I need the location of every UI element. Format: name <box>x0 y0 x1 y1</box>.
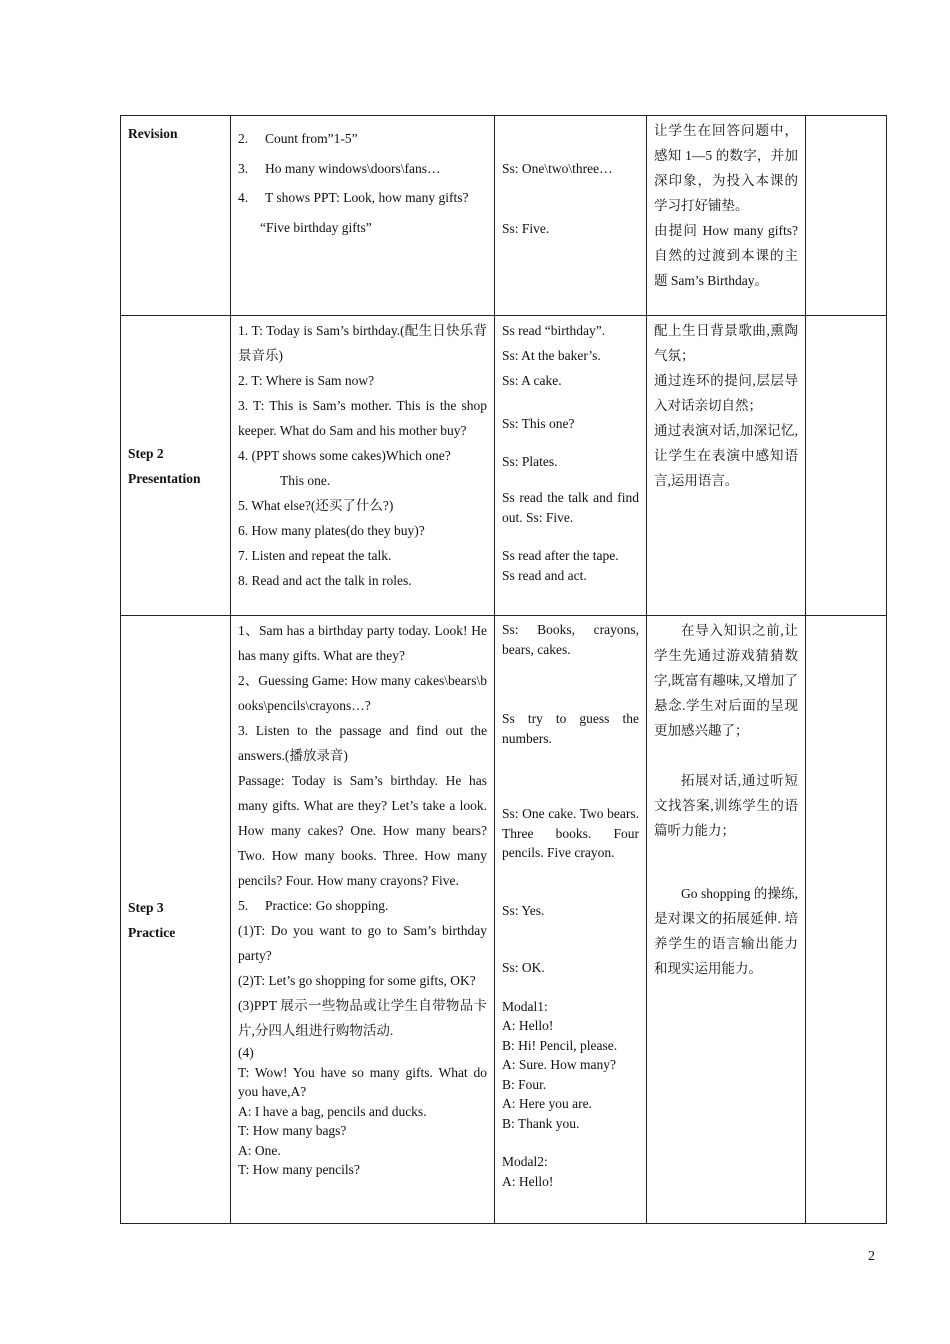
purpose-note: 配上生日背景歌曲,熏陶气氛； <box>654 323 798 363</box>
student-response: A: Here you are. <box>502 1096 592 1111</box>
presentation-notes-cell <box>806 316 887 616</box>
student-response: Ss read and act. <box>502 567 587 583</box>
stage-label-practice: Practice <box>128 924 176 940</box>
revision-teacher-cell <box>231 116 495 316</box>
page-number: 2 <box>868 1249 875 1264</box>
practice-teacher-cell <box>231 616 495 1224</box>
student-response: Ss: Books, crayons, bears, cakes. <box>502 622 639 657</box>
student-response: Ss: At the baker’s. <box>502 348 601 363</box>
revision-purpose-cell <box>647 116 806 316</box>
practice-purpose-cell <box>647 616 806 1224</box>
teacher-activity: 2. T: Where is Sam now? <box>238 373 375 388</box>
stage-label-step2: Step 2 <box>128 445 164 461</box>
teacher-activity: 1. T: Today is Sam’s birthday.(配生日快乐背景音乐) <box>238 323 487 363</box>
revision-students-cell <box>495 116 647 316</box>
student-response: B: Thank you. <box>502 1115 580 1131</box>
lesson-plan-table <box>120 115 887 1224</box>
student-response: Ss try to guess the numbers. <box>502 711 639 746</box>
student-response: Ss: One cake. Two bears. Three books. Four pencils. Five crayon. <box>502 806 639 860</box>
student-response: Ss read the talk and find out. Ss: Five. <box>502 490 639 525</box>
student-response: Ss read “birthday”. <box>502 323 606 338</box>
teacher-activity: T: Wow! You have so many gifts. What do you have,A? <box>238 1064 487 1099</box>
practice-row <box>121 616 887 1224</box>
teacher-activity: 4. (PPT shows some cakes)Which one? <box>238 448 451 463</box>
teacher-activity: 4. T shows PPT: Look, how many gifts? <box>238 190 469 205</box>
purpose-note: 由提问 How many gifts? 自然的过渡到本课的主题 Sam’s Birthday。 <box>654 223 798 288</box>
student-response: Ss: Yes. <box>502 902 545 918</box>
revision-stage-cell <box>121 116 231 316</box>
purpose-note: Go shopping 的操练,是对课文的拓展延伸. 培养学生的语言输出能力和现实运用能力。 <box>654 886 798 976</box>
teacher-activity: (4) <box>238 1045 254 1060</box>
teacher-activity: A: One. <box>238 1142 281 1158</box>
teacher-activity: A: I have a bag, pencils and ducks. <box>238 1103 427 1119</box>
teacher-activity: 7. Listen and repeat the talk. <box>238 548 392 563</box>
revision-notes-cell <box>806 116 887 316</box>
student-response: A: Hello! <box>502 1018 554 1033</box>
student-response: Ss read after the tape. <box>502 548 619 563</box>
student-response: Ss: One\two\three… <box>502 161 613 176</box>
presentation-row <box>121 316 887 616</box>
stage-label-step3: Step 3 <box>128 899 164 915</box>
student-response: Ss: A cake. <box>502 373 562 388</box>
purpose-note: 在导入知识之前,让学生先通过游戏猜猜数字,既富有趣味,又增加了悬念.学生对后面的呈现更加感兴趣了； <box>654 623 798 738</box>
teacher-activity: 3. Listen to the passage and find out the answers.(播放录音) <box>238 723 487 763</box>
student-response: Ss: This one? <box>502 416 575 431</box>
student-response: B: Hi! Pencil, please. <box>502 1037 618 1053</box>
student-response: Ss: OK. <box>502 960 545 975</box>
purpose-note: 通过连环的提问,层层导入对话亲切自然； <box>654 373 798 413</box>
purpose-note: 让学生在回答问题中，感知 1—5 的数字，并加深印象，为投入本课的学习打好铺垫。 <box>654 123 798 213</box>
presentation-purpose-cell <box>647 316 806 616</box>
teacher-activity: 8. Read and act the talk in roles. <box>238 573 412 588</box>
teacher-activity: “Five birthday gifts” <box>260 219 372 235</box>
practice-stage-cell <box>121 616 231 1224</box>
presentation-stage-cell <box>121 316 231 616</box>
student-response: Modal2: <box>502 1154 548 1169</box>
practice-students-cell <box>495 616 647 1224</box>
student-response: Modal1: <box>502 998 548 1014</box>
teacher-activity: 5. What else?(还买了什么?) <box>238 498 394 513</box>
stage-label-revision: Revision <box>128 126 178 141</box>
purpose-note: 拓展对话,通过听短文找答案,训练学生的语篇听力能力； <box>654 773 798 838</box>
teacher-activity: This one. <box>280 473 331 488</box>
revision-row <box>121 116 887 316</box>
teacher-activity: 3. T: This is Sam’s mother. This is the shop keeper. What do Sam and his mother buy? <box>238 398 487 438</box>
student-response: Ss: Five. <box>502 220 550 236</box>
stage-label-presentation: Presentation <box>128 470 201 486</box>
teacher-activity: T: How many pencils? <box>238 1162 360 1177</box>
student-response: A: Hello! <box>502 1173 554 1189</box>
teacher-activity: 1、Sam has a birthday party today. Look! He has many gifts. What are they? <box>238 623 487 663</box>
teacher-activity: 3. Ho many windows\doors\fans… <box>238 160 441 176</box>
purpose-note: 通过表演对话,加深记忆,让学生在表演中感知语言,运用语言。 <box>654 423 798 488</box>
teacher-activity: 2. Count from”1-5” <box>238 131 358 146</box>
teacher-activity: Passage: Today is Sam’s birthday. He has many gifts. What are they? Let’s take a look. How many cakes? One. How many bears? Two. How many books. Three. How many pencils? Four. How many crayons? Five. <box>238 773 487 888</box>
presentation-teacher-cell <box>231 316 495 616</box>
student-response: A: Sure. How many? <box>502 1057 616 1072</box>
teacher-activity: 6. How many plates(do they buy)? <box>238 523 425 538</box>
student-response: B: Four. <box>502 1076 547 1092</box>
teacher-activity: 5. Practice: Go shopping. <box>238 898 389 913</box>
teacher-activity: (3)PPT 展示一些物品或让学生自带物品卡片,分四人组进行购物活动. <box>238 998 487 1038</box>
practice-notes-cell <box>806 616 887 1224</box>
teacher-activity: T: How many bags? <box>238 1123 347 1138</box>
teacher-activity: (2)T: Let’s go shopping for some gifts, OK? <box>238 973 476 988</box>
teacher-activity: (1)T: Do you want to go to Sam’s birthday party? <box>238 923 487 963</box>
student-response: Ss: Plates. <box>502 454 558 469</box>
teacher-activity: 2、Guessing Game: How many cakes\bears\books\pencils\crayons…? <box>238 673 487 713</box>
presentation-students-cell <box>495 316 647 616</box>
